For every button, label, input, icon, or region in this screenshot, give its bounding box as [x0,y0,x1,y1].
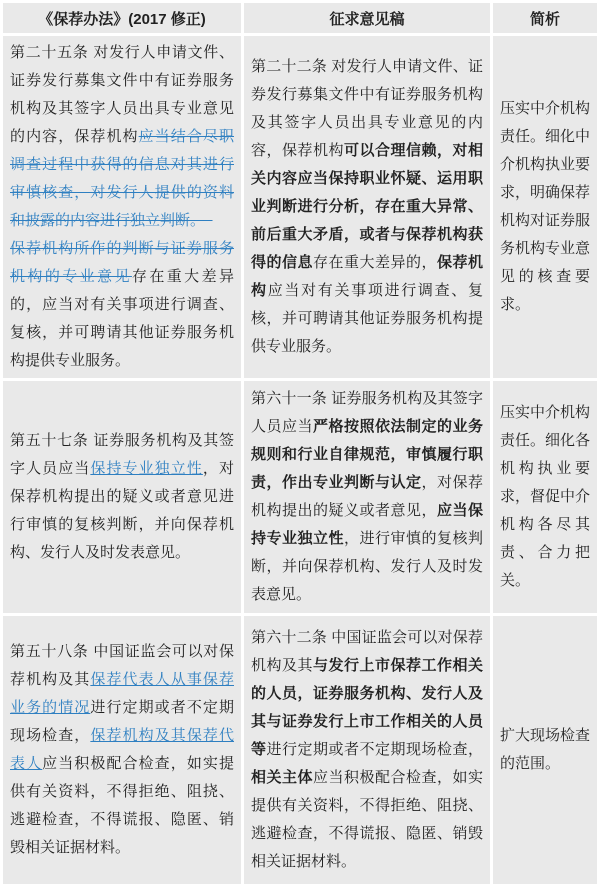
body-text: 扩大现场检查的范围。 [500,727,591,772]
emphasized-text: 相关主体 [251,769,313,786]
paragraph [10,638,234,862]
paragraph [500,399,590,595]
emphasized-text: 应当保持专业独立性 [251,502,483,547]
table-row [3,36,597,378]
body-text: 第二十二条 对发行人申请文件、证券发行募集文件中有证券服务机构及其签字人员出具专业意见的内容，保荐机构 [251,58,483,159]
old-regulation-cell [3,36,241,378]
body-text: ，进行审慎的复核判断，并向保荐机构、发行人及时发表意见。 [251,530,483,603]
emphasized-text: 与发行上市保荐工作相关的人员，证券服务机构、发行人及其与证券发行上市工作相关的人员等 [251,657,483,758]
body-text: 压实中介机构责任。细化各机构执业要求，督促中介机构各尽其责、合力把关。 [500,404,591,589]
body-text: 压实中介机构责任。细化中介机构执业要求，明确保荐机构对证券服务机构专业意见的核查要求。 [500,100,591,313]
table-row [3,616,597,884]
paragraph [10,39,234,235]
emphasized-text: 可以合理信赖，对相关内容应当保持职业怀疑、运用职业判断进行分析，存在重大异常、前后重大矛盾，或者与保荐机构获得的信息 [251,142,483,271]
paragraph [251,53,483,361]
body-text: 应当对有关事项进行调查、复核，并可聘请其他证券服务机构提供专业服务。 [251,282,483,355]
body-text: 第六十二条 中国证监会可以对保荐机构及其 [251,629,483,674]
body-text: ，对保荐机构提出的疑义或者意见进行审慎的复核判断，并向保荐机构、发行人及时发表意见。 [10,460,234,561]
draft-for-comment-cell [244,36,490,378]
header-old-regulation: 《保荐办法》(2017 修正) [3,3,241,33]
analysis-cell [493,36,597,378]
old-regulation-cell [3,381,241,613]
body-text: 存在重大差异的， [313,254,437,271]
highlighted-text: 保荐代表人从事保荐业务的情况 [10,671,234,716]
deleted-text: 保荐机构所作的判断与证券服务机构的专业意见 [10,240,234,285]
body-text: 应当积极配合检查，如实提供有关资料，不得拒绝、阻挠、逃避检查，不得谎报、隐匿、销毁相关证据材料。 [251,769,483,870]
paragraph [500,722,590,778]
paragraph [500,95,590,319]
emphasized-text: 严格按照依法制定的业务规则和行业自律规范，审慎履行职责，作出专业判断与认定 [251,418,483,491]
deleted-text: 应当结合尽职调查过程中获得的信息对其进行审慎核查，对发行人提供的资料和披露的内容进行独立判断。 [10,128,234,229]
body-text: 存在重大差异的，应当对有关事项进行调查、复核，并可聘请其他证券服务机构提供专业服务。 [10,268,234,369]
body-text: ，对保荐机构提出的疑义或者意见， [251,474,483,519]
body-text: 第二十五条 对发行人申请文件、证券发行募集文件中有证券服务机构及其签字人员出具专业意见的内容，保荐机构 [10,44,234,145]
draft-for-comment-cell [244,381,490,613]
draft-for-comment-cell [244,616,490,884]
header-draft-for-comment: 征求意见稿 [244,3,490,33]
header-analysis: 简析 [493,3,597,33]
table-row [3,381,597,613]
table-body [3,36,597,884]
emphasized-text: 保荐机构 [251,254,483,299]
body-text: 应当积极配合检查，如实提供有关资料，不得拒绝、阻挠、逃避检查，不得谎报、隐匿、销毁相关证据材料。 [10,755,234,856]
body-text: 第五十七条 证券服务机构及其签字人员应当 [10,432,234,477]
body-text: 进行定期或者不定期现场检查， [10,699,234,744]
body-text: 进行定期或者不定期现场检查， [266,741,483,758]
highlighted-text: 保持专业独立性 [90,460,203,477]
analysis-cell [493,616,597,884]
old-regulation-cell [3,616,241,884]
highlighted-text: 保荐机构及其保荐代表人 [10,727,234,772]
paragraph [10,235,234,375]
body-text: 第五十八条 中国证监会可以对保荐机构及其 [10,643,234,688]
paragraph [251,624,483,876]
body-text: 第六十一条 证券服务机构及其签字人员应当 [251,390,483,435]
table-header-row [3,3,597,33]
paragraph [251,385,483,609]
analysis-cell [493,381,597,613]
paragraph [10,427,234,567]
